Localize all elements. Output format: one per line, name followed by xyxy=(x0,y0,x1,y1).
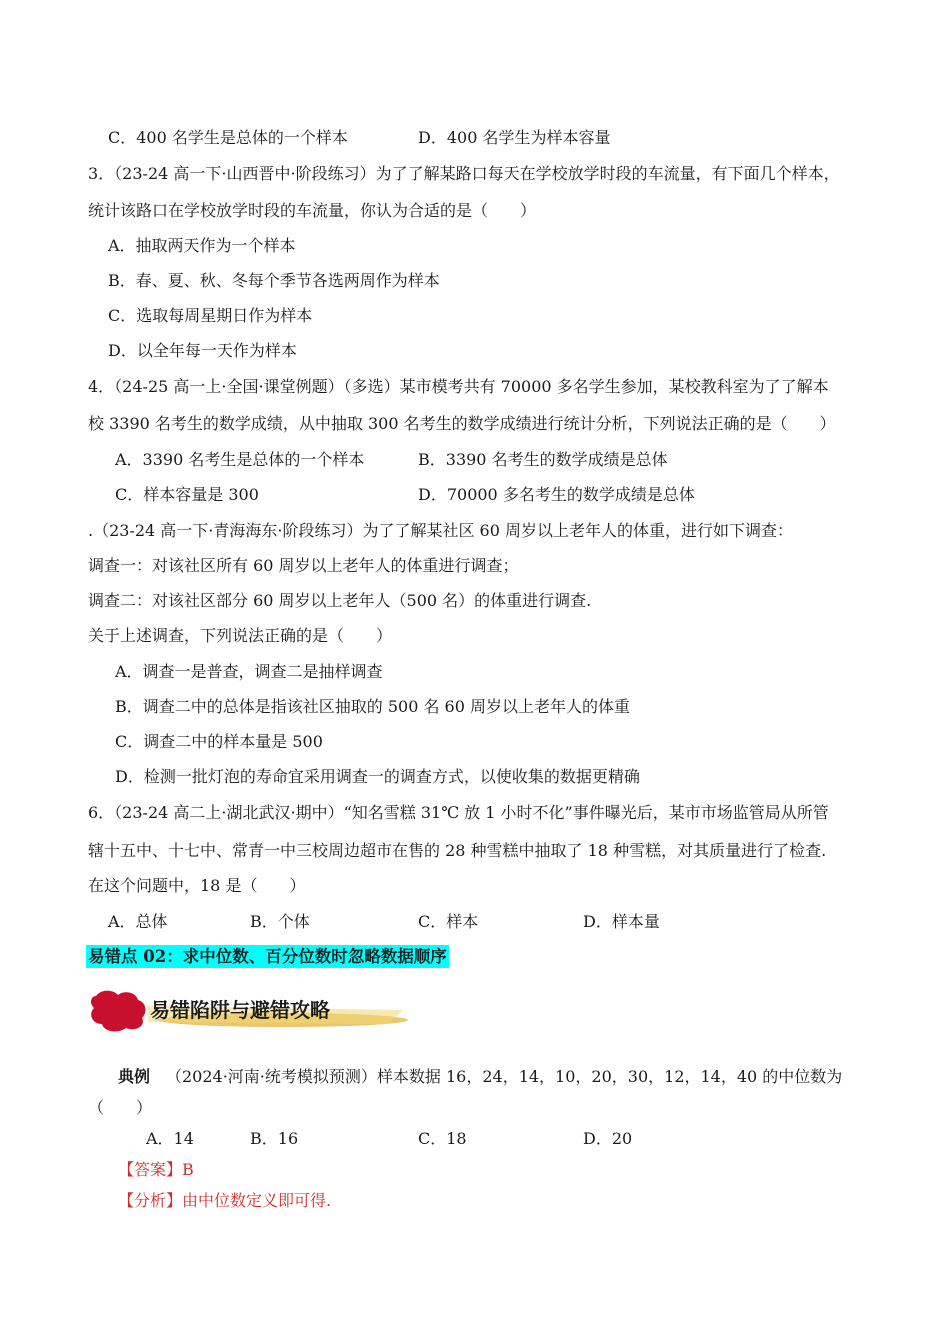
q2-option-d: D．400 名学生为样本容量 xyxy=(418,128,611,147)
q2-option-c: C．400 名学生是总体的一个样本 xyxy=(108,128,348,147)
q6-option-b: B．个体 xyxy=(250,912,310,931)
banner-splash-icon xyxy=(91,991,146,1032)
section-title: 易错点 02：求中位数、百分位数时忽略数据顺序 xyxy=(88,947,447,966)
q4-option-c: C．样本容量是 300 xyxy=(115,485,259,504)
q5-question: 关于上述调查，下列说法正确的是（ ） xyxy=(88,626,393,645)
q5-stem-line1: .（23-24 高一下·青海海东·阶段练习）为了了解某社区 60 周岁以上老年人的体重，进行如下调查： xyxy=(88,521,794,540)
example-option-b: B．16 xyxy=(250,1129,299,1148)
q5-survey-two: 调查二：对该社区部分 60 周岁以上老年人（500 名）的体重进行调查. xyxy=(88,591,592,610)
q3-stem-line2: 统计该路口在学校放学时段的车流量，你认为合适的是（ ） xyxy=(88,201,537,220)
q4-option-a: A．3390 名考生是总体的一个样本 xyxy=(115,450,365,469)
example-stem-line1: （2024·河南·统考模拟预测）样本数据 16，24，14，10，20，30，12，14，40 的中位数为 xyxy=(166,1067,843,1086)
example-label: 典例 xyxy=(118,1067,151,1086)
section-banner xyxy=(88,986,408,1034)
q5-option-b: B．调查二中的总体是指该社区抽取的 500 名 60 周岁以上老年人的体重 xyxy=(115,697,631,716)
q4-option-d: D．70000 多名考生的数学成绩是总体 xyxy=(418,485,695,504)
q5-option-d: D．检测一批灯泡的寿命宜采用调查一的调查方式，以使收集的数据更精确 xyxy=(115,767,640,786)
q5-survey-one: 调查一：对该社区所有 60 周岁以上老年人的体重进行调查； xyxy=(88,556,519,575)
example-option-c: C．18 xyxy=(418,1129,467,1148)
q5-option-c: C．调查二中的样本量是 500 xyxy=(115,732,323,751)
banner-graphic xyxy=(88,986,408,1034)
q3-stem-line1: 3．（23-24 高一下·山西晋中·阶段练习）为了了解某路口每天在学校放学时段的车流量，有下面几个样本， xyxy=(88,164,840,183)
example-option-d: D．20 xyxy=(583,1129,633,1148)
analysis-line xyxy=(118,1191,331,1211)
analysis-text: 由中位数定义即可得. xyxy=(182,1191,332,1210)
answer-line xyxy=(118,1160,194,1180)
analysis-label: 【分析】 xyxy=(118,1191,183,1210)
q3-option-a: A．抽取两天作为一个样本 xyxy=(108,236,296,255)
q6-stem-line2: 辖十五中、十七中、常青一中三校周边超市在售的 28 种雪糕中抽取了 18 种雪糕，对其质量进行了检查. xyxy=(88,841,827,860)
q6-option-a: A．总体 xyxy=(108,912,168,931)
q4-stem-line2: 校 3390 名考生的数学成绩，从中抽取 300 名考生的数学成绩进行统计分析，下列说法正确的是（ ） xyxy=(88,414,836,433)
q3-option-d: D．以全年每一天作为样本 xyxy=(108,341,297,360)
q3-option-c: C．选取每周星期日作为样本 xyxy=(108,306,313,325)
q6-stem-line3: 在这个问题中，18 是（ ） xyxy=(88,876,306,895)
banner-label: 易错陷阱与避错攻略 xyxy=(150,998,330,1022)
q3-option-b: B．春、夏、秋、冬每个季节各选两周作为样本 xyxy=(108,271,440,290)
q4-stem-line1: 4．（24-25 高一上·全国·课堂例题）（多选）某市模考共有 70000 多名学生参加，某校教科室为了了解本 xyxy=(88,377,829,396)
q6-option-d: D．样本量 xyxy=(583,912,660,931)
q4-option-b: B．3390 名考生的数学成绩是总体 xyxy=(418,450,668,469)
answer-label: 【答案】 xyxy=(118,1160,183,1179)
q6-stem-line1: 6．（23-24 高二上·湖北武汉·期中）“知名雪糕 31℃ 放 1 小时不化”事件曝光后，某市市场监管局从所管 xyxy=(88,803,829,822)
example-option-a: A．14 xyxy=(146,1129,194,1148)
q6-option-c: C．样本 xyxy=(418,912,479,931)
example-stem-line2: （ ） xyxy=(88,1098,153,1117)
q5-option-a: A．调查一是普查，调查二是抽样调查 xyxy=(115,662,383,681)
answer-value: B xyxy=(182,1160,194,1179)
